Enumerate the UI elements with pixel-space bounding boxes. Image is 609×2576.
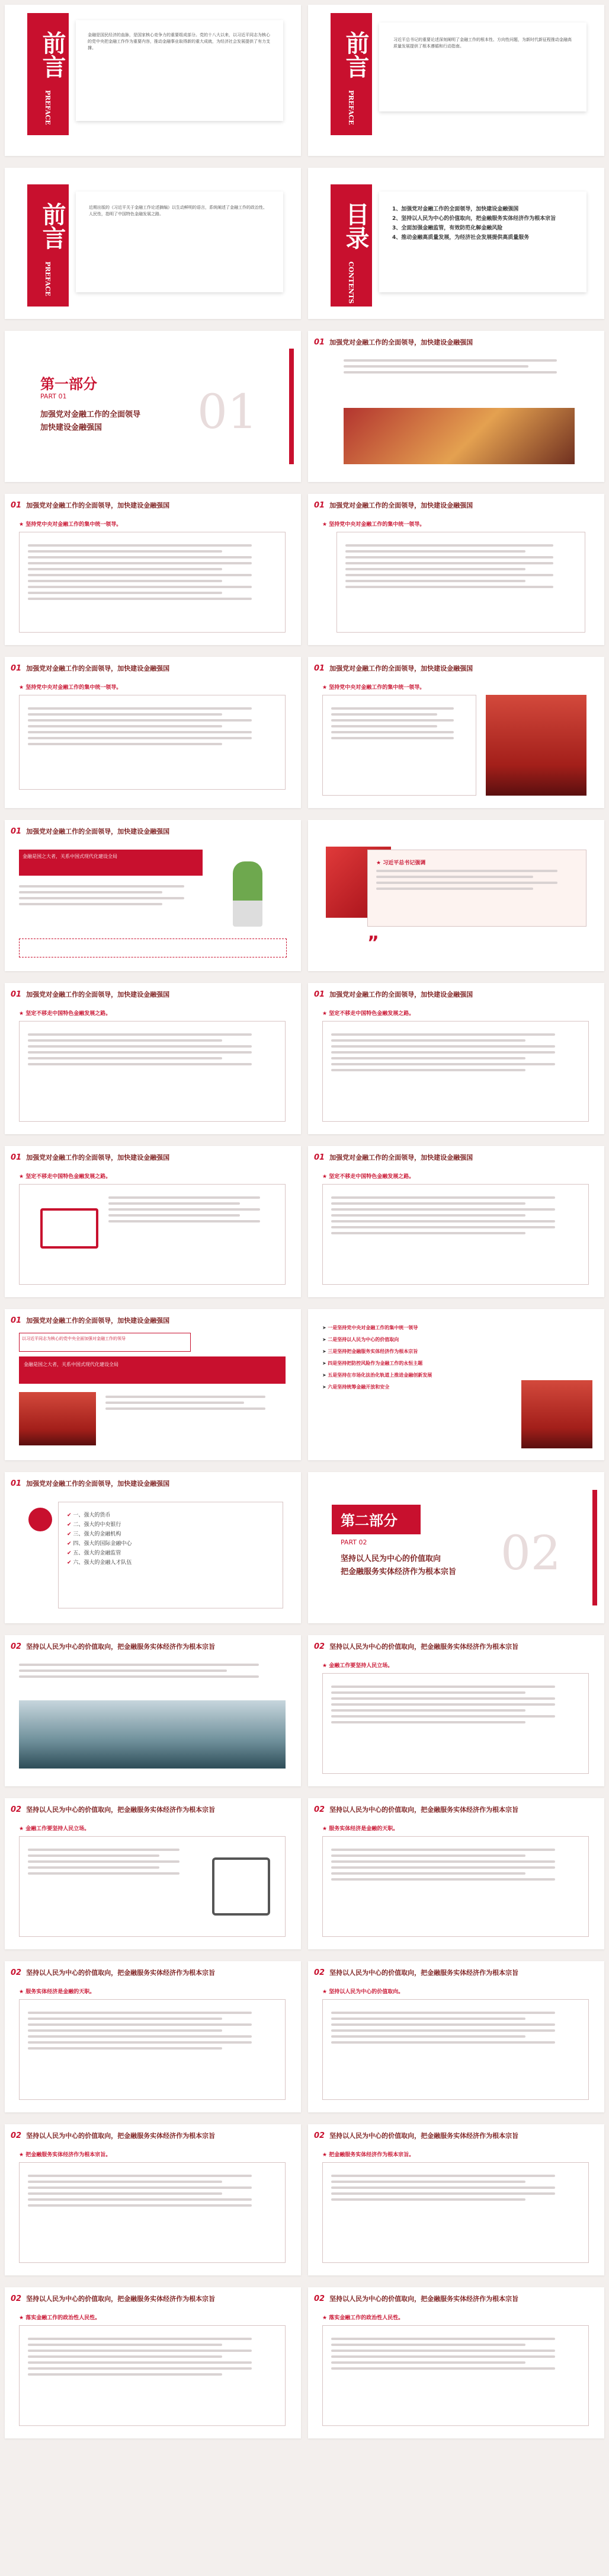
sub-title: ★ 坚持党中央对金融工作的集中统一领导。: [322, 520, 425, 528]
chart-icon: [212, 1857, 270, 1916]
header-title: 加强党对金融工作的全面领导，加快建设金融强国: [26, 1154, 170, 1161]
arrow-item: ➤ 五是坚持在市场化法治化轨道上推进金融创新发展: [322, 1372, 432, 1378]
text-panel: [19, 2162, 286, 2263]
header-title: 加强党对金融工作的全面领导，加快建设金融强国: [26, 665, 170, 672]
header-title: 加强党对金融工作的全面领导，加快建设金融强国: [26, 1480, 170, 1487]
arrow-item: ➤ 三是坚持把金融服务实体经济作为根本宗旨: [322, 1349, 418, 1354]
slide-header: [314, 663, 598, 673]
header-num: 01: [314, 337, 325, 347]
part2-slide-e: [5, 1961, 301, 2112]
cover-strip: [289, 349, 294, 464]
toc-en: CONTENTS: [347, 261, 355, 304]
sub-title: ★ 落实金融工作的政治性人民性。: [19, 2313, 100, 2321]
part2-slide-f: [308, 1961, 604, 2112]
header-title: 坚持以人民为中心的价值取向，把金融服务实体经济作为根本宗旨: [329, 1969, 519, 1977]
preface-text: 金融是国民经济的血脉，是国家核心竞争力的重要组成部分。党的十八大以来，以习近平同志为核心的党中央把金融工作作为重要内容，推动金融事业取得新的重大成就，为经济社会发展提供了有力支撑。: [88, 33, 270, 50]
part2-slide-c: [5, 1798, 301, 1949]
header-title: 坚持以人民为中心的价值取向，把金融服务实体经济作为根本宗旨: [26, 2132, 216, 2140]
part1-slide-j: [5, 1309, 301, 1460]
part1-label: 第一部分: [40, 375, 97, 392]
red-banner: [19, 1356, 286, 1384]
great-wall-photo: [486, 695, 586, 796]
header-title: 坚持以人民为中心的价值取向，把金融服务实体经济作为根本宗旨: [329, 1806, 519, 1814]
toc-title: 目录: [342, 202, 370, 250]
preface-text-3: 近期出版的《习近平关于金融工作论述摘编》以生动鲜明的语言，系统阐述了金融工作的政治性、人民性，指明了中国特色金融发展之路。: [89, 205, 267, 216]
check-item: ✔ 四、强大的国际金融中心: [67, 1539, 274, 1549]
part2-slide-g: [5, 2124, 301, 2275]
check-item: ✔ 三、强大的金融机构: [67, 1530, 274, 1539]
header-num: 02: [11, 1805, 22, 1814]
part1-slide-h: [5, 1146, 301, 1297]
header-num: 01: [11, 989, 22, 999]
preface-box-3: [76, 191, 283, 292]
part1-slide-d: [308, 657, 604, 808]
part2-slide-d: [308, 1798, 604, 1949]
part1-slide-e: [5, 820, 301, 971]
slide-header: [314, 1641, 598, 1652]
toc-item[interactable]: 3、全面加强金融监管，有效防范化解金融风险: [392, 225, 503, 231]
mountain-image: [19, 1700, 286, 1769]
slide-header: [11, 500, 295, 510]
part2-number: 02: [501, 1525, 561, 1581]
part1-cover: [5, 331, 301, 482]
red-banner: [19, 850, 203, 876]
text-panel: [19, 2325, 286, 2426]
check-item: ✔ 一、强大的货币: [67, 1511, 274, 1520]
quote-mark-icon: ”: [367, 933, 379, 953]
banner-text: 金融是国之大者，关系中国式现代化建设全局: [24, 1362, 118, 1367]
preface-title-2: 前言: [342, 31, 370, 78]
sub-title: ★ 坚持以人民为中心的价值取向。: [322, 1987, 403, 1995]
part1-slide-intro: [308, 331, 604, 482]
slide-header: [314, 500, 598, 510]
preface-box-2: [379, 23, 586, 111]
header-num: 02: [11, 2131, 22, 2140]
preface-slide-1: [5, 5, 301, 156]
check-item: ✔ 五、强大的金融监管: [67, 1549, 274, 1558]
sub-title: ★ 金融工作要坚持人民立场。: [19, 1824, 89, 1832]
slide-header: [11, 1152, 295, 1163]
slide-header: [11, 663, 295, 673]
part2-slide-i: [5, 2287, 301, 2438]
sub-title: ★ 坚持党中央对金融工作的集中统一领导。: [19, 683, 121, 691]
toc-box: [379, 191, 586, 292]
arrow-item: ➤ 二是坚持以人民为中心的价值取向: [322, 1337, 399, 1342]
slide-header: [11, 826, 295, 837]
toc-tab: [331, 184, 372, 307]
part1-en: PART 01: [40, 392, 67, 400]
part1-slide-c: [5, 657, 301, 808]
part1-title-a: 加强党对金融工作的全面领导: [40, 410, 141, 419]
slide-header: [314, 2293, 598, 2304]
header-num: 01: [11, 826, 22, 836]
toc-item[interactable]: 2、坚持以人民为中心的价值取向，把金融服务实体经济作为根本宗旨: [392, 216, 556, 222]
slide-header: [314, 1152, 598, 1163]
header-title: 加强党对金融工作的全面领导，加快建设金融强国: [329, 1154, 473, 1161]
part2-slide-a: [5, 1635, 301, 1786]
sub-title: ★ 坚持党中央对金融工作的集中统一领导。: [322, 683, 425, 691]
slide-header: [314, 989, 598, 1000]
check-item: ✔ 六、强大的金融人才队伍: [67, 1558, 274, 1568]
sub-title: ★ 坚持党中央对金融工作的集中统一领导。: [19, 520, 121, 528]
header-num: 01: [314, 989, 325, 999]
banner-text: 金融是国之大者，关系中国式现代化建设全局: [23, 854, 117, 859]
text-panel: [322, 1184, 589, 1285]
arrow-list: [322, 1322, 500, 1393]
slide-header: [11, 1478, 295, 1489]
preface-text-2: 习近平总书记的重要论述深刻阐明了金融工作的根本性、方向性问题，为新时代新征程推动金融高质量发展提供了根本遵循和行动指南。: [393, 37, 572, 49]
plant-icon: [233, 861, 262, 927]
text-panel: [19, 1999, 286, 2100]
preface-en-2: PREFACE: [347, 90, 355, 125]
arrow-item: ➤ 一是坚持党中央对金融工作的集中统一领导: [322, 1325, 418, 1330]
part2-title-b: 把金融服务实体经济作为根本宗旨: [341, 1568, 457, 1576]
part2-label: 第二部分: [341, 1512, 398, 1529]
part1-slide-l: [5, 1472, 301, 1623]
arrow-item: ➤ 六是坚持统筹金融开放和安全: [322, 1384, 390, 1390]
preface-box: [76, 20, 283, 121]
part1-slide-a: [5, 494, 301, 645]
header-num: 02: [314, 2294, 325, 2303]
part2-title-a: 坚持以人民为中心的价值取向: [341, 1554, 441, 1563]
gate-photo: [19, 1392, 96, 1445]
check-item: ✔ 二、强大的中央银行: [67, 1520, 274, 1530]
preface-en-3: PREFACE: [44, 261, 52, 296]
header-num: 02: [11, 1642, 22, 1651]
header-title: 加强党对金融工作的全面领导，加快建设金融强国: [26, 991, 170, 998]
slide-header: [314, 1967, 598, 1978]
header-num: 02: [11, 2294, 22, 2303]
text-panel: [19, 1021, 286, 1122]
header-title: 加强党对金融工作的全面领导，加快建设金融强国: [329, 502, 473, 509]
part2-en: PART 02: [341, 1538, 367, 1546]
text-panel: [19, 532, 286, 633]
sub-title: ★ 坚定不移走中国特色金融发展之路。: [322, 1172, 414, 1180]
sub-title: ★ 把金融服务实体经济作为根本宗旨。: [19, 2150, 111, 2158]
header-num: 01: [11, 663, 22, 673]
header-title: 坚持以人民为中心的价值取向，把金融服务实体经济作为根本宗旨: [26, 1969, 216, 1977]
toc-item[interactable]: 1、加强党对金融工作的全面领导，加快建设金融强国: [392, 206, 519, 212]
header-num: 01: [314, 663, 325, 673]
part2-slide-b: [308, 1635, 604, 1786]
preface-slide-2: [308, 5, 604, 156]
preface-slide-3: [5, 168, 301, 319]
header-title: 加强党对金融工作的全面领导，加快建设金融强国: [329, 991, 473, 998]
part1-number: 01: [197, 384, 258, 439]
slide-header: [11, 1967, 295, 1978]
slide-header: [314, 337, 598, 347]
sub-title: ★ 落实金融工作的政治性人民性。: [322, 2313, 403, 2321]
preface-title-3: 前言: [39, 202, 66, 250]
sub-title: ★ 坚定不移走中国特色金融发展之路。: [322, 1009, 414, 1017]
quote-title: ★ 习近平总书记强调: [376, 858, 578, 866]
header-num: 02: [314, 1805, 325, 1814]
slide-header: [11, 2293, 295, 2304]
header-title: 坚持以人民为中心的价值取向，把金融服务实体经济作为根本宗旨: [26, 1643, 216, 1651]
checklist-panel: [58, 1502, 283, 1608]
toc-slide: [308, 168, 604, 319]
header-num: 02: [11, 1968, 22, 1977]
quote-panel: [367, 850, 586, 927]
header-title: 坚持以人民为中心的价值取向，把金融服务实体经济作为根本宗旨: [26, 2295, 216, 2303]
slide-header: [314, 1804, 598, 1815]
header-num: 01: [11, 1153, 22, 1162]
slide-header: [11, 2130, 295, 2141]
text-panel: [19, 695, 286, 790]
part2-slide-h: [308, 2124, 604, 2275]
sub-title: ★ 服务实体经济是金融的天职。: [322, 1824, 398, 1832]
slide-header: [11, 1315, 295, 1326]
part1-slide-f: [5, 983, 301, 1134]
tiananmen-image: [521, 1380, 592, 1448]
header-title: 坚持以人民为中心的价值取向，把金融服务实体经济作为根本宗旨: [26, 1806, 216, 1814]
header-title: 加强党对金融工作的全面领导，加快建设金融强国: [26, 828, 170, 835]
part1-slide-b: [308, 494, 604, 645]
monitor-icon: [40, 1208, 98, 1249]
header-num: 02: [314, 1968, 325, 1977]
text-panel: [336, 532, 585, 633]
part2-cover: [308, 1472, 604, 1623]
header-num: 01: [314, 500, 325, 510]
slide-header: [11, 1641, 295, 1652]
preface-tab-2: [331, 13, 372, 135]
header-title: 加强党对金融工作的全面领导，加快建设金融强国: [26, 1317, 170, 1324]
header-title: 坚持以人民为中心的价值取向，把金融服务实体经济作为根本宗旨: [329, 2132, 519, 2140]
text-panel: [322, 1673, 589, 1774]
text-panel: [322, 1836, 589, 1937]
header-num: 02: [314, 2131, 325, 2140]
preface-tab: [27, 13, 69, 135]
part1-title-b: 加快建设金融强国: [40, 423, 102, 432]
part1-slide-k: [308, 1309, 604, 1460]
slide-header: [11, 989, 295, 1000]
header-num: 02: [314, 1642, 325, 1651]
header-title: 加强党对金融工作的全面领导，加快建设金融强国: [329, 665, 473, 672]
text-panel: [322, 1021, 589, 1122]
sub-title: ★ 服务实体经济是金融的天职。: [19, 1987, 95, 1995]
text-panel: [322, 1999, 589, 2100]
arrow-item: ➤ 四是坚持把防控风险作为金融工作的永恒主题: [322, 1361, 423, 1366]
part2-slide-j: [308, 2287, 604, 2438]
preface-en: PREFACE: [44, 90, 52, 125]
great-wall-image: [344, 408, 575, 464]
header-title: 加强党对金融工作的全面领导，加快建设金融强国: [26, 502, 170, 509]
preface-tab-3: [27, 184, 69, 307]
text-panel: [322, 2162, 589, 2263]
slide-header: [11, 1804, 295, 1815]
award-icon: [28, 1508, 52, 1531]
toc-item[interactable]: 4、推动金融高质量发展，为经济社会发展提供高质量服务: [392, 235, 530, 241]
header-num: 01: [314, 1153, 325, 1162]
text-panel: [322, 695, 476, 796]
preface-title: 前言: [39, 31, 66, 78]
part1-quote-slide: [308, 820, 604, 971]
sub-title: ★ 坚定不移走中国特色金融发展之路。: [19, 1009, 111, 1017]
header-num: 01: [11, 1479, 22, 1488]
part1-slide-i: [308, 1146, 604, 1297]
cover-strip: [592, 1490, 597, 1605]
sub-title: ★ 坚定不移走中国特色金融发展之路。: [19, 1172, 111, 1180]
banner-outline: 以习近平同志为核心的党中央全面加强对金融工作的领导: [19, 1333, 191, 1352]
header-num: 01: [11, 500, 22, 510]
slide-header: [314, 2130, 598, 2141]
sub-title: ★ 金融工作要坚持人民立场。: [322, 1661, 393, 1669]
header-num: 01: [11, 1316, 22, 1325]
sub-title: ★ 把金融服务实体经济作为根本宗旨。: [322, 2150, 414, 2158]
header-title: 坚持以人民为中心的价值取向，把金融服务实体经济作为根本宗旨: [329, 2295, 519, 2303]
header-title: 坚持以人民为中心的价值取向，把金融服务实体经济作为根本宗旨: [329, 1643, 519, 1651]
text-panel: [322, 2325, 589, 2426]
header-title: 加强党对金融工作的全面领导，加快建设金融强国: [329, 339, 473, 346]
part1-slide-g: [308, 983, 604, 1134]
